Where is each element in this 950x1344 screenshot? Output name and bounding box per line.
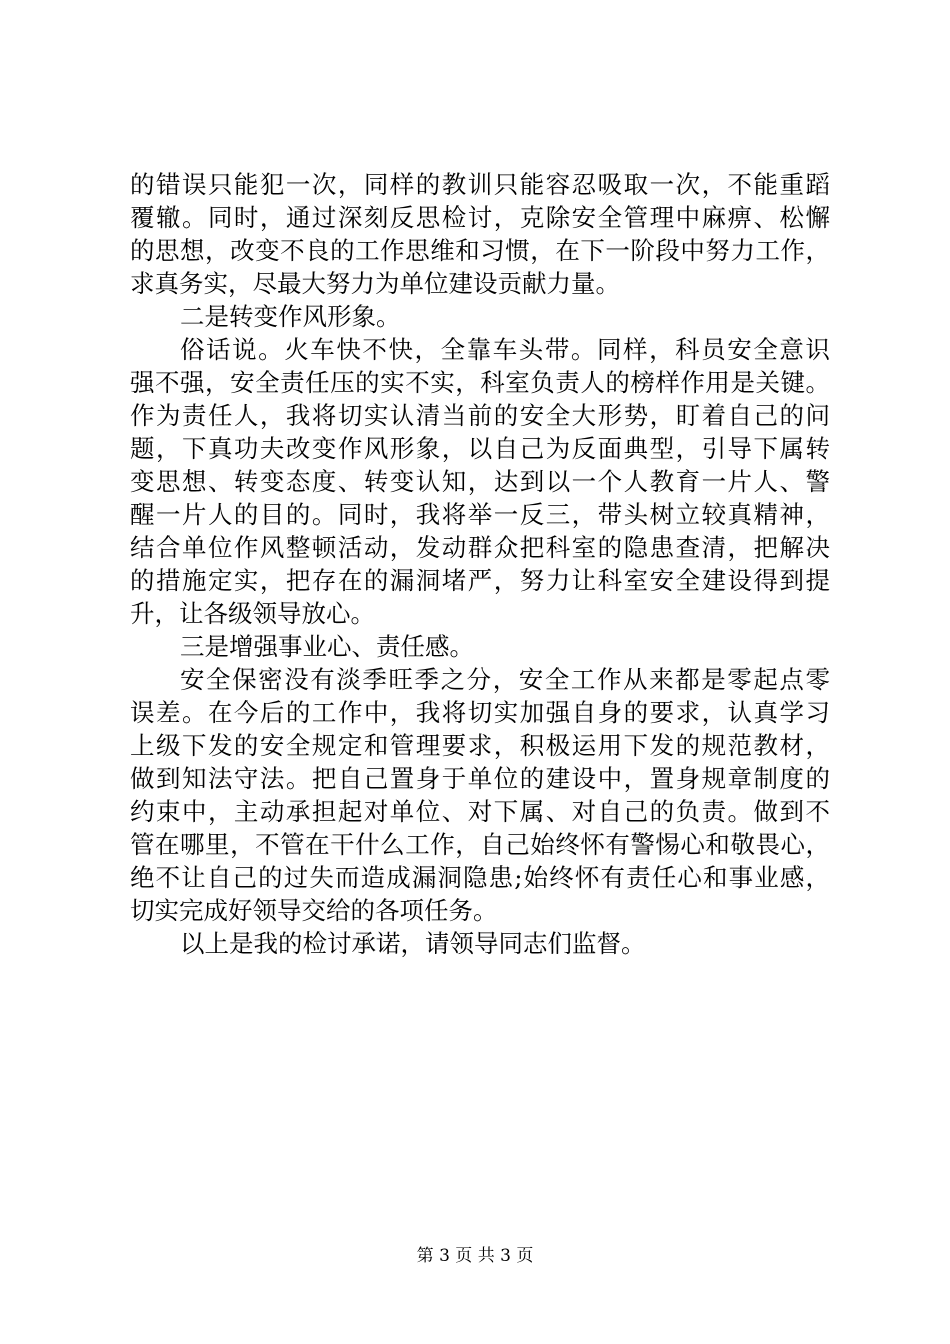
text-line: 做到知法守法。把自己置身于单位的建设中，置身规章制度的 [130, 764, 830, 793]
text-line: 的思想，改变不良的工作思维和习惯，在下一阶段中努力工作， [130, 236, 830, 265]
text-line: 约束中，主动承担起对单位、对下属、对自己的负责。做到不 [130, 797, 830, 826]
text-line: 管在哪里，不管在干什么工作，自己始终怀有警惕心和敬畏心， [130, 830, 830, 859]
text-line: 三是增强事业心、责任感。 [180, 632, 474, 661]
text-line: 醒一片人的目的。同时，我将举一反三，带头树立较真精神， [130, 500, 830, 529]
text-line: 以上是我的检讨承诺，请领导同志们监督。 [180, 929, 646, 958]
document-body [130, 168, 830, 960]
text-line: 作为责任人，我将切实认清当前的安全大形势，盯着自己的问 [130, 401, 830, 430]
text-line: 求真务实，尽最大努力为单位建设贡献力量。 [130, 269, 620, 298]
text-line: 变思想、转变态度、转变认知，达到以一个人教育一片人、警 [130, 467, 830, 496]
text-line: 覆辙。同时，通过深刻反思检讨，克除安全管理中麻痹、松懈 [130, 203, 830, 232]
text-line: 切实完成好领导交给的各项任务。 [130, 896, 498, 925]
text-line: 绝不让自己的过失而造成漏洞隐患;始终怀有责任心和事业感， [130, 863, 830, 892]
text-line: 二是转变作风形象。 [180, 302, 401, 331]
page-number-footer: 第 3 页 共 3 页 [416, 1246, 534, 1266]
text-line: 的措施定实，把存在的漏洞堵严，努力让科室安全建设得到提 [130, 566, 830, 595]
text-line: 题，下真功夫改变作风形象，以自己为反面典型，引导下属转 [130, 434, 830, 463]
text-line: 升，让各级领导放心。 [130, 599, 375, 628]
text-line: 安全保密没有淡季旺季之分，安全工作从来都是零起点零 [180, 665, 830, 694]
text-line: 结合单位作风整顿活动，发动群众把科室的隐患查清，把解决 [130, 533, 830, 562]
text-line: 强不强，安全责任压的实不实，科室负责人的榜样作用是关键。 [130, 368, 830, 397]
text-line: 误差。在今后的工作中，我将切实加强自身的要求，认真学习 [130, 698, 830, 727]
text-line: 上级下发的安全规定和管理要求，积极运用下发的规范教材， [130, 731, 830, 760]
text-line: 的错误只能犯一次，同样的教训只能容忍吸取一次，不能重蹈 [130, 170, 830, 199]
text-line: 俗话说。火车快不快，全靠车头带。同样，科员安全意识 [180, 335, 830, 364]
